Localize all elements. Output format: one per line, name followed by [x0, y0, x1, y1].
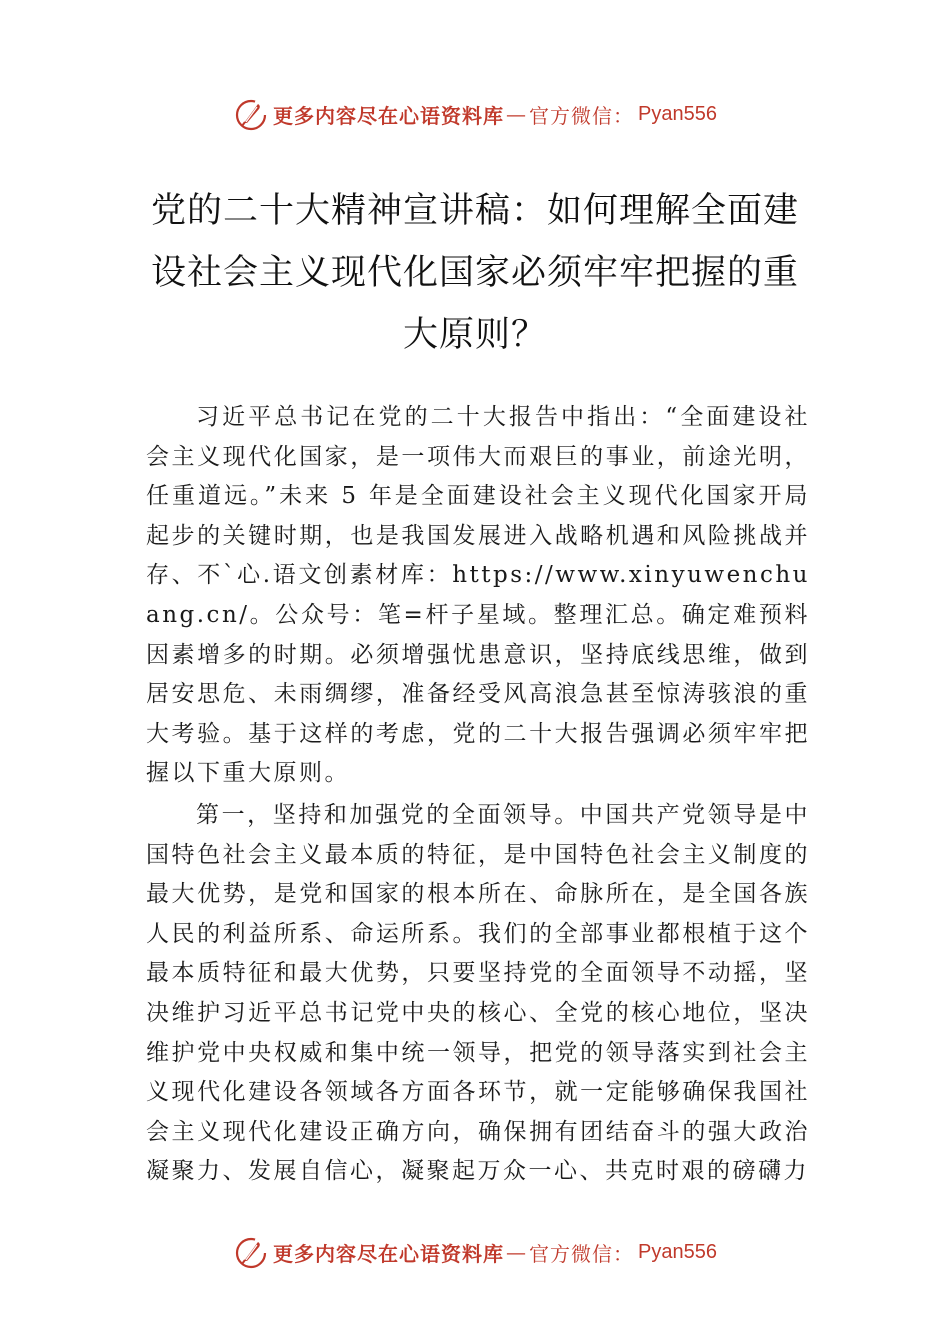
paragraph-principle-one: 第一，坚持和加强党的全面领导。中国共产党领导是中国特色社会主义最本质的特征，是中国特色社会主义制度的最大优势，是党和国家的根本所在、命脉所在，是全国各族人民的利益所系、命运所系。我们的全部事业都根植于这个最本质特征和最大优势，只要坚持党的全面领导不动摇，坚决维护习近平总书记党中央的核心、全党的核心地位，坚决维护党中央权威和集中统一领导，把党的领导落实到社会主义现代化建设各领域各方面各环节，就一定能够确保我国社会主义现代化建设正确方向，确保拥有团结奋斗的强大政治凝聚力、发展自信心，凝聚起万众一心、共克时艰的磅礴力 [146, 802, 810, 1185]
banner-brand-text: 更多内容尽在心语资料库 [273, 1241, 505, 1266]
banner-brand-text: 更多内容尽在心语资料库 [273, 103, 505, 128]
banner-dash: — [506, 102, 528, 126]
banner-dash: — [506, 1240, 528, 1264]
footer-banner [0, 1230, 950, 1274]
banner-wechat-id: Pyan556 [638, 102, 717, 125]
banner-wechat-id: Pyan556 [638, 1240, 717, 1263]
quill-pen-icon [233, 1234, 269, 1270]
paragraph-intro: 习近平总书记在党的二十大报告中指出：“全面建设社会主义现代化国家，是一项伟大而艰巨的事业，前途光明，任重道远。”未来 5 年是全面建设社会主义现代化国家开局起步的关键时期，也是我国发展进入战略机遇和风险挑战并存、不`心.语文创素材库：https://www.xinyuwenchuang.cn/。公众号：笔=杆子星域。整理汇总。确定难预料因素增多的时期。必须增强忧患意识，坚持底线思维，做到居安思危、未雨绸缪，准备经受风高浪急甚至惊涛骇浪的重大考验。基于这样的考虑，党的二十大报告强调必须牢牢把握以下重大原则。 [146, 404, 810, 787]
banner-wechat-label: 官方微信： [529, 103, 635, 128]
quill-pen-icon [233, 96, 269, 132]
header-banner [0, 92, 950, 136]
document-title: 党的二十大精神宣讲稿：如何理解全面建设社会主义现代化国家必须牢牢把握的重大原则？ [150, 191, 799, 355]
banner-wechat-label: 官方微信： [529, 1241, 635, 1266]
